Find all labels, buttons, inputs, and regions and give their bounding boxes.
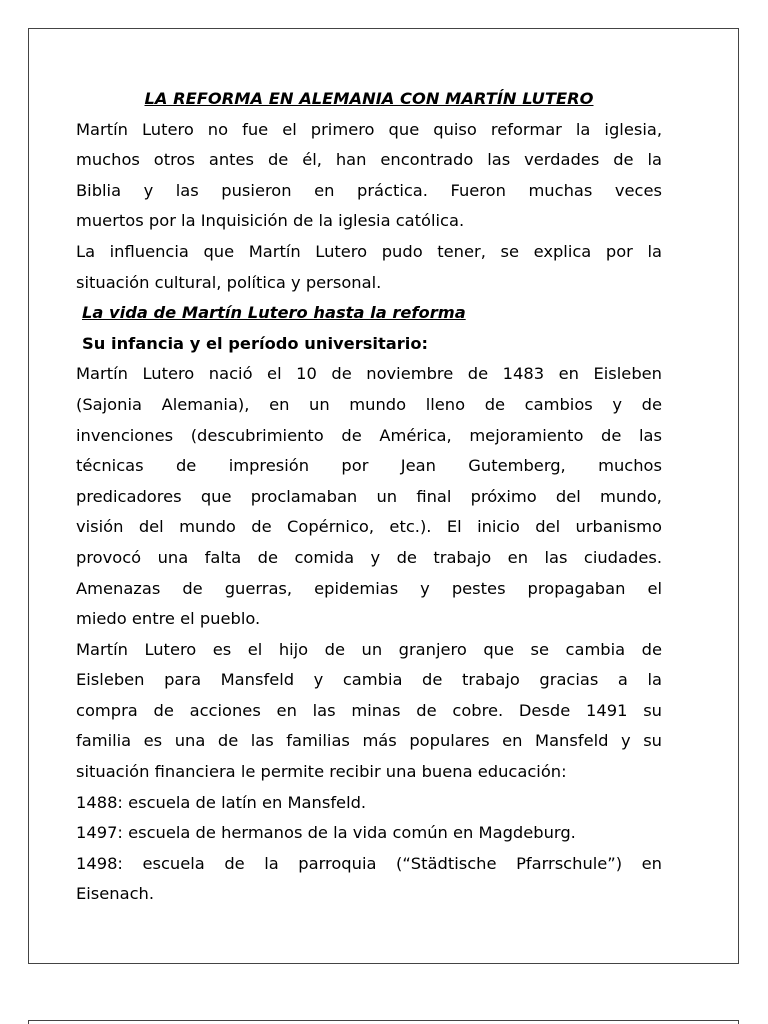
intro-line: Martín Lutero no fue el primero que quiso reformar la iglesia, [76,119,662,139]
body-line: provocó una falta de comida y de trabajo en las ciudades. [76,547,662,567]
body-line: Martín Lutero es el hijo de un granjero que se cambia de [76,639,662,659]
body-line: Amenazas de guerras, epidemias y pestes propagaban el [76,578,662,598]
document-title: LA REFORMA EN ALEMANIA CON MARTÍN LUTERO [144,89,594,108]
section-subtitle: La vida de Martín Lutero hasta la reforma [82,303,466,323]
body-line: visión del mundo de Copérnico, etc.). El inicio del urbanismo [76,517,662,537]
intro-line: muertos por la Inquisición de la iglesia católica. [76,211,465,231]
body-line: miedo entre el pueblo. [76,609,261,629]
body-line: Eisenach. [76,884,155,904]
body-line: 1488: escuela de latín en Mansfeld. [76,792,367,812]
intro-line: Biblia y las pusieron en práctica. Fueron muchas veces [76,180,662,200]
body-line: predicadores que proclamaban un final próximo del mundo, [76,486,662,506]
body-line: técnicas de impresión por Jean Gutemberg, muchos [76,456,662,476]
next-page-edge [28,1020,739,1024]
intro-line: muchos otros antes de él, han encontrado las verdades de la [76,150,662,170]
body-line: invenciones (descubrimiento de América, mejoramiento de las [76,425,662,445]
intro-line: La influencia que Martín Lutero pudo tener, se explica por la [76,241,662,261]
body-line: Martín Lutero nació el 10 de noviembre de 1483 en Eisleben [76,364,662,384]
body-line: compra de acciones en las minas de cobre. Desde 1491 su [76,700,662,720]
body-line: Eisleben para Mansfeld y cambia de trabajo gracias a la [76,670,662,690]
document-content [76,84,662,910]
body-line: 1498: escuela de la parroquia (“Städtische Pfarrschule”) en [76,853,662,873]
body-line: (Sajonia Alemania), en un mundo lleno de cambios y de [76,394,662,414]
body-line: situación financiera le permite recibir una buena educación: [76,762,567,782]
body-line: familia es una de las familias más populares en Mansfeld y su [76,731,662,751]
intro-line: situación cultural, política y personal. [76,272,382,292]
body-line: 1497: escuela de hermanos de la vida común en Magdeburg. [76,823,576,843]
section-heading: Su infancia y el período universitario: [82,333,429,353]
